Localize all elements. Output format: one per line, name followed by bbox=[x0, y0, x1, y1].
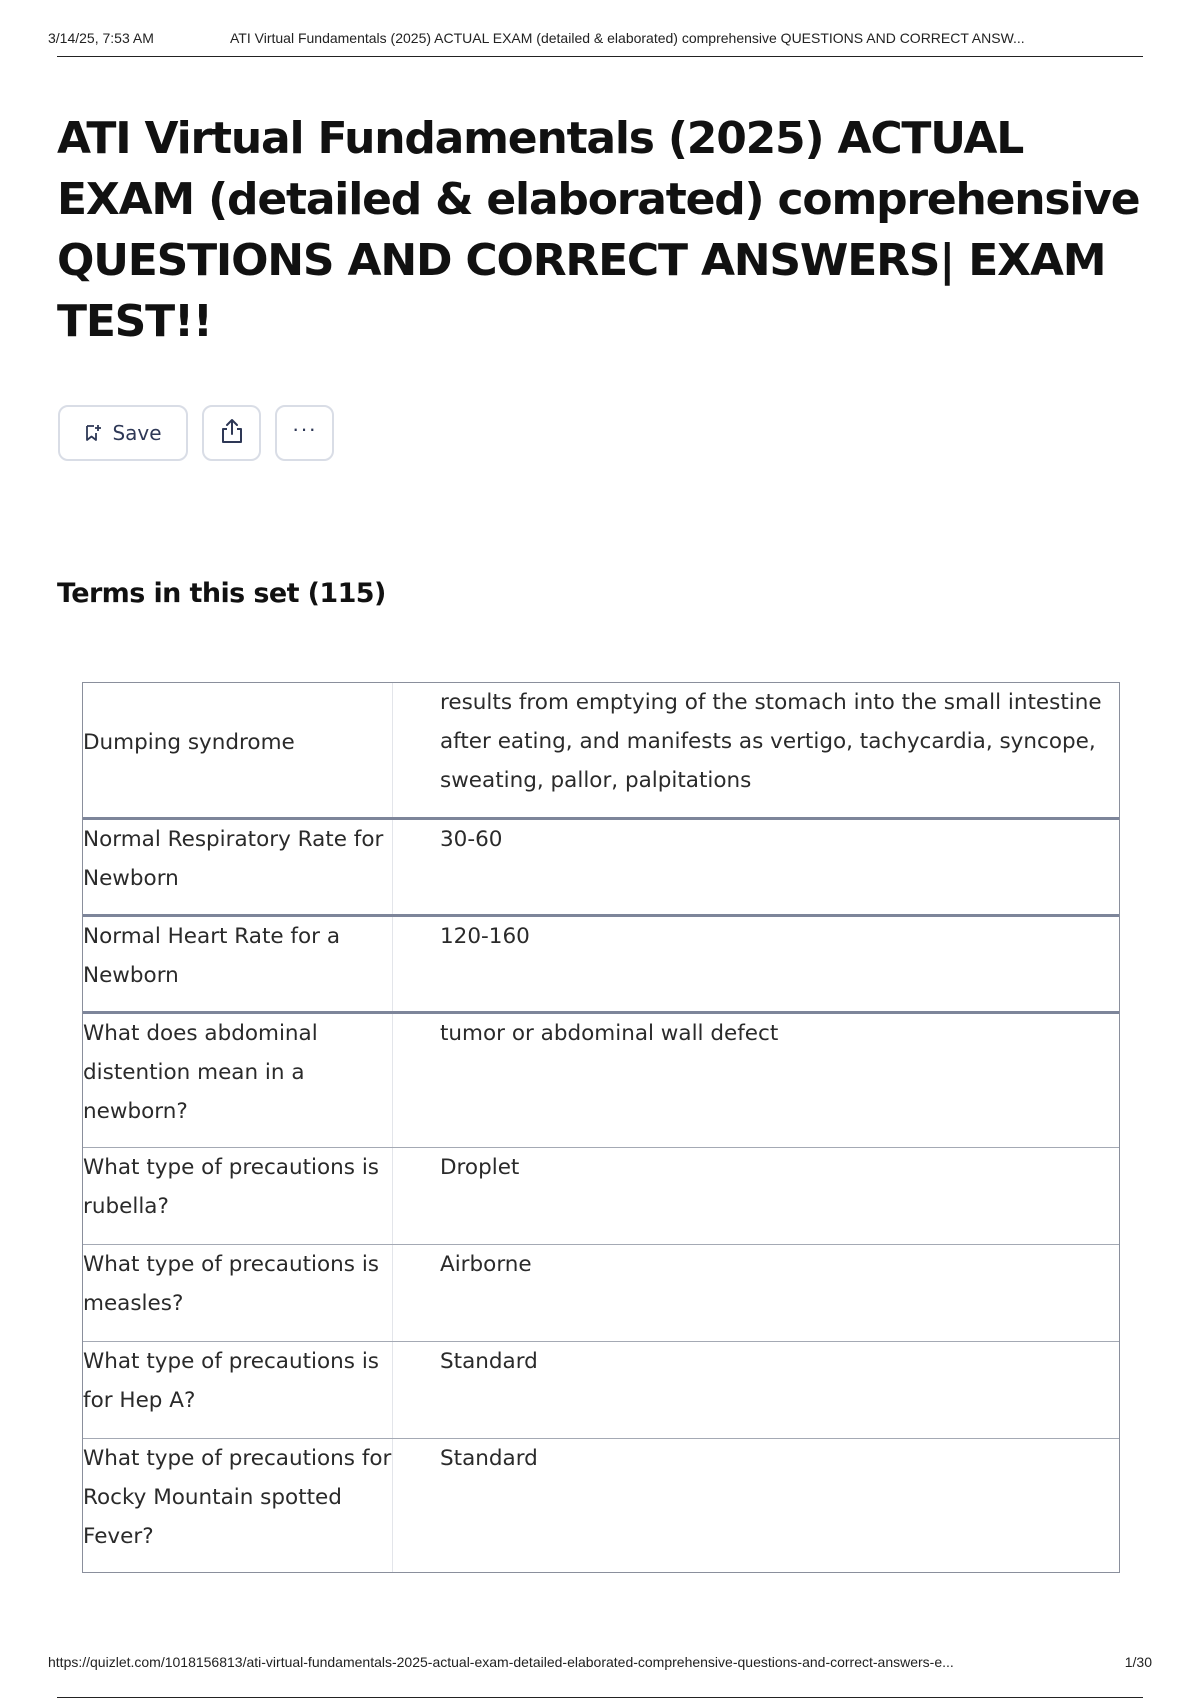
term-row bbox=[83, 683, 1119, 817]
terms-table bbox=[82, 682, 1120, 1573]
share-button[interactable] bbox=[202, 405, 261, 461]
bookmark-add-icon bbox=[84, 424, 102, 442]
term-text: What does abdominal distention mean in a newborn? bbox=[83, 1014, 393, 1147]
term-row bbox=[83, 1341, 1119, 1438]
page-title: ATI Virtual Fundamentals (2025) ACTUAL EXAM (detailed & elaborated) comprehensive QUESTIONS AND CORRECT ANSWERS| EXAM TEST!! bbox=[57, 113, 1140, 347]
term-text: What type of precautions is measles? bbox=[83, 1245, 393, 1341]
footer-divider bbox=[57, 1697, 1143, 1698]
definition-text: Droplet bbox=[440, 1155, 520, 1180]
definition-text: Airborne bbox=[440, 1252, 532, 1277]
print-header-title: ATI Virtual Fundamentals (2025) ACTUAL EXAM (detailed & elaborated) comprehensive QUESTIONS AND CORRECT ANSW... bbox=[230, 30, 1025, 46]
definition-text: Standard bbox=[440, 1446, 538, 1471]
term-row bbox=[83, 1011, 1119, 1147]
print-header bbox=[48, 28, 1152, 50]
more-options-button[interactable] bbox=[275, 405, 334, 461]
term-row bbox=[83, 914, 1119, 1011]
definition-text: tumor or abdominal wall defect bbox=[440, 1021, 779, 1046]
save-button-label: Save bbox=[112, 421, 162, 445]
definition-text: 120-160 bbox=[440, 924, 530, 949]
print-footer bbox=[48, 1652, 1152, 1674]
term-row bbox=[83, 1438, 1119, 1572]
term-text: What type of precautions is for Hep A? bbox=[83, 1342, 393, 1438]
term-text: Normal Heart Rate for a Newborn bbox=[83, 917, 393, 1011]
term-text: Normal Respiratory Rate for Newborn bbox=[83, 820, 393, 914]
definition-text: 30-60 bbox=[440, 827, 503, 852]
save-button[interactable] bbox=[58, 405, 188, 461]
definition-text: results from emptying of the stomach into the small intestine after eating, and manifests as vertigo, tachycardia, syncope, sweating, pallor, palpitations bbox=[440, 690, 1102, 793]
print-datetime: 3/14/25, 7:53 AM bbox=[48, 30, 154, 46]
term-text: Dumping syndrome bbox=[83, 683, 393, 817]
term-row bbox=[83, 1147, 1119, 1244]
term-text: What type of precautions is rubella? bbox=[83, 1148, 393, 1244]
page-indicator: 1/30 bbox=[1124, 1654, 1152, 1670]
term-row bbox=[83, 817, 1119, 914]
term-text: What type of precautions for Rocky Mountain spotted Fever? bbox=[83, 1439, 393, 1572]
terms-heading: Terms in this set (115) bbox=[57, 578, 386, 609]
header-divider bbox=[57, 56, 1143, 57]
term-row bbox=[83, 1244, 1119, 1341]
more-horizontal-icon: ··· bbox=[292, 416, 317, 441]
print-footer-url: https://quizlet.com/1018156813/ati-virtual-fundamentals-2025-actual-exam-detailed-elaborated-comprehensive-questions-and-correct-answers-e... bbox=[48, 1654, 954, 1670]
definition-text: Standard bbox=[440, 1349, 538, 1374]
share-icon bbox=[218, 417, 246, 450]
